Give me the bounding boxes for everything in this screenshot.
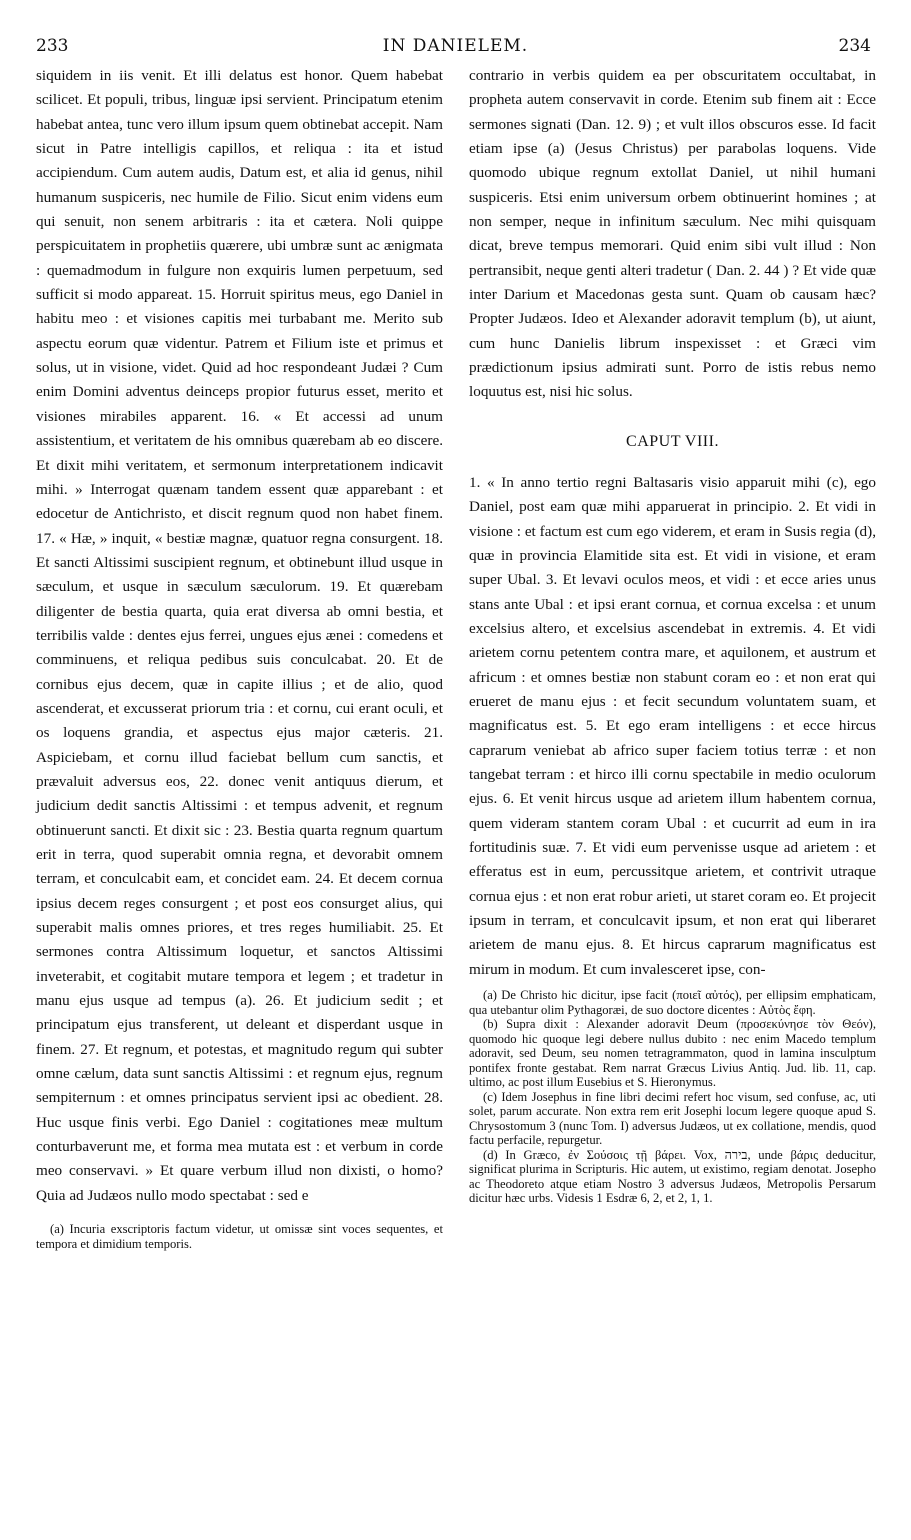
- page-number-right: 234: [838, 36, 871, 56]
- running-title: IN DANIELEM.: [382, 36, 529, 56]
- page-number-left: 233: [36, 36, 69, 56]
- footnote-d: (d) In Græco, ἐν Σούσοις τῇ βάρει. Vox, בירה, unde βάρις deducitur, significat plurima in Scripturis. Hic autem, ut existimo, regiam denotat. Josepho ac Theodoreto atque etiam Nostro 3 adversus Judæos, Metropolis Persarum dicitur hæc urbs. Videsis 1 Esdræ 6, 2, et 2, 1, 1.: [469, 1147, 876, 1206]
- footnote-c: (c) Idem Josephus in fine libri decimi refert hoc visum, sed confuse, ac, uti solet, parum accurate. Non extra rem erit Josephi locum legere quoque apud S. Chrysostomum 3 (nunc Tom. I) adversus Judæos, ut ex collatione, mendis, quod factu perfacile, repurgetur.: [469, 1089, 876, 1148]
- right-column-text: contrario in verbis quidem ea per obscuritatem occultabat, in propheta autem conservavit in corde. Etenim sub finem ait : Ecce sermones signati (Dan. 12. 9) ; et vult illos obscuros esse. Id facit etiam ipse (a) (Jesus Christus) per parabolas loquens. Vide quomodo ubique regnum extollat Daniel, ut nihil humani suspiceris. Etsi enim universum orbem obtinuerint homines ; at non semper, neque in infinitum sæculum. Nec mihi quisquam dicat, breve tempus memorari. Quid enim sibi vult illud : Non pertransibit, neque genti alteri tradetur ( Dan. 2. 44 ) ? Et vide quæ inter Darium et Macedonas gesta sunt. Quam ob causam hæc? Propter Judæos. Ideo et Alexander adoravit templum (b), ut aiunt, cum hunc Danielis librum inspexisset : et Græci vim prædictionum ipsius admirati sunt. Porro de istis rebus nemo loquutus est, nisi hic solus.: [469, 67, 876, 401]
- left-column-text: siquidem in iis venit. Et illi delatus est honor. Quem habebat scilicet. Et populi, tribus, linguæ ipsi servient. Principatum etenim habebat antea, tunc vero illum ipsum quem obtinebat accepit. Nam sicut in Patre intelligis capillos, et reliqua : ita et istud accipiendum. Cum autem audis, Datum est, et alia id genus, nihil humanum suspiceris, nec humile de Filio. Sicut enim videns eum qui senuit, non senem arbitraris : ita et cætera. Noli quippe perspicuitatem in prophetiis quærere, ubi umbræ sunt ac ænigmata : quemadmodum in fulgure non exquiris lumen perpetuum, sed sufficit si modo appareat. 15. Horruit spiritus meus, ego Daniel in habitu meo : et visiones capitis mei turbabant me. Merito sub aspectu eorum quæ videntur. Patrem et Filium iste et primus et solus, ut in visione, videt. Quid ad hoc respondeant Judæi ? Cum enim Domini adventus deinceps propior futurus esset, merito et visiones mirabiles apparent. 16. « Et accessi ad unum assistentium, et veritatem de his omnibus quærebam ab eo discere. Et dixit mihi veritatem, et sermonum interpretationem indicavit mihi. » Interrogat quænam tandem essent quæ apparebant : et edocetur de Antichristo, et discit regnum quod non habet finem. 17. « Hæ, » inquit, « bestiæ magnæ, quatuor regna consurgent. 18. Et sancti Altissimi suscipient regnum, et obtinebunt illud usque in sæculum, et usque in sæculum sæculorum. 19. Et quærebam diligenter de bestia quarta, quia erat diversa ab omni bestia, et terribilis valde : dentes ejus ferrei, ungues ejus ænei : comedens et comminuens, et reliqua pedibus suis conculcabat. 20. Et de cornibus ejus decem, quæ in capite illius ; et de alio, quod ascenderat, et excusserat priorum tria : et cornu, cui erant oculi, et os loquens grandia, et aspectus ejus major cæteris. 21. Aspiciebam, et cornu illud faciebat bellum cum sanctis, et prævaluit adversus eos, 22. donec venit antiquus dierum, et judicium dedit sanctis Altissimi : et tempus advenit, et regnum obtinuerunt sancti. Et dixit sic : 23. Bestia quarta regnum quartum erit in terra, quod superabit omnia regna, et devorabit omnem terram, et conculcabit eam, et concidet eam. 24. Et decem cornua ipsius decem reges consurgent ; et post eos consurget alius, qui superabit malis omnes priores, et tres reges humiliabit. 25. Et sermones contra Altissimum loquetur, et sanctos Altissimi inveterabit, et cogitabit mutare tempora et legem ; et tradetur in manu ejus usque ad tempus (a). 26. Et judicium sedit ; et principatum ejus transferent, ut deleant et disperdant usque in finem. 27. Et regnum, et potestas, et magnitudo regum qui subter omne cælum, data sunt sanctis Altissimi : et regnum ejus, regnum sempiternum : et omnes principatus servient ipsi ac obedient. 28. Huc usque finis verbi. Ego Daniel : cogitationes meæ multum conturbaverunt me, et forma mea mutata est : et verbum in corde meo conservavi. » Et quare verbum illud non dixisti, o homo? Quia ad Judæos nullo modo spectabat : sed e: [36, 67, 443, 1204]
- footnote-b: (b) Supra dixit : Alexander adoravit Deum (προσεκύνησε τὸν Θεόν), quomodo hic quoque legi debere nullus dubito : nec enim Macedo templum adoravit, sed Deum, seu nomen tetragrammaton, quod in lamina insculptum pontifex fronte gestabat. Rem narrat Græcus Livius Antiq. Jud. lib. 11, cap. ultimo, ac post illum Eusebius et S. Hieronymus.: [469, 1017, 876, 1090]
- chapter-heading: CAPUT VIII.: [626, 432, 719, 450]
- right-footnotes: [469, 988, 876, 1206]
- left-column: [36, 64, 443, 1251]
- chapter-text: 1. « In anno tertio regni Baltasaris visio apparuit mihi (c), ego Daniel, post eam quæ mihi apparuerat in principio. 2. Et vidi in visione : et factum est cum ego viderem, et eram in Susis regia (d), quæ in provincia Elamitide sita est. Et vidi in visione, et eram super Ubal. 3. Et levavi oculos meos, et vidi : et ecce aries unus stans ante Ubal : et ipsi erant cornua, et cornua excelsa : et unum excelsius altero, et excelsius ascendebat in extremis. 4. Et vidi arietem cornu petentem contra mare, et aquilonem, et austrum et africum : et omnes bestiæ non stabunt coram eo : et non erat qui erueret de manu ejus : et fecit secundum voluntatem suam, et magnificatus est. 5. Et ego eram intelligens : et ecce hircus caprarum veniebat ab africo super faciem totius terræ : et non tangebat terram : et hirco illi cornu spectabile in medio oculorum ejus. 6. Et venit hircus usque ad arietem illum habentem cornua, quem videram stantem coram Ubal : et cucurrit ad eum in ira fortitudinis suæ. 7. Et vidi eum pervenisse usque ad arietem : et efferatus est in eum, percussitque arietem, et contrivit utraque cornua ejus : et non erat robur arieti, ut staret coram eo. Et projecit ipsum in terram, et conculcavit ipsum, et non erat qui liberaret arietem de manu ejus. 8. Et hircus caprarum magnificatus est mirum in modum. Et cum invalesceret ipse, con-: [469, 473, 876, 978]
- footnote-a: (a) De Christo hic dicitur, ipse facit (ποιεῖ αὐτός), per ellipsim emphaticam, qua utebantur olim Pythagoræi, de suo doctore dicentes : Αὐτὸς ἔφη.: [469, 988, 876, 1017]
- left-footnote-a: (a) Incuria exscriptoris factum videtur, ut omissæ sint voces sequentes, et tempora et dimidium temporis.: [36, 1222, 443, 1251]
- left-footnotes: [36, 1222, 443, 1251]
- right-column: [469, 64, 876, 1206]
